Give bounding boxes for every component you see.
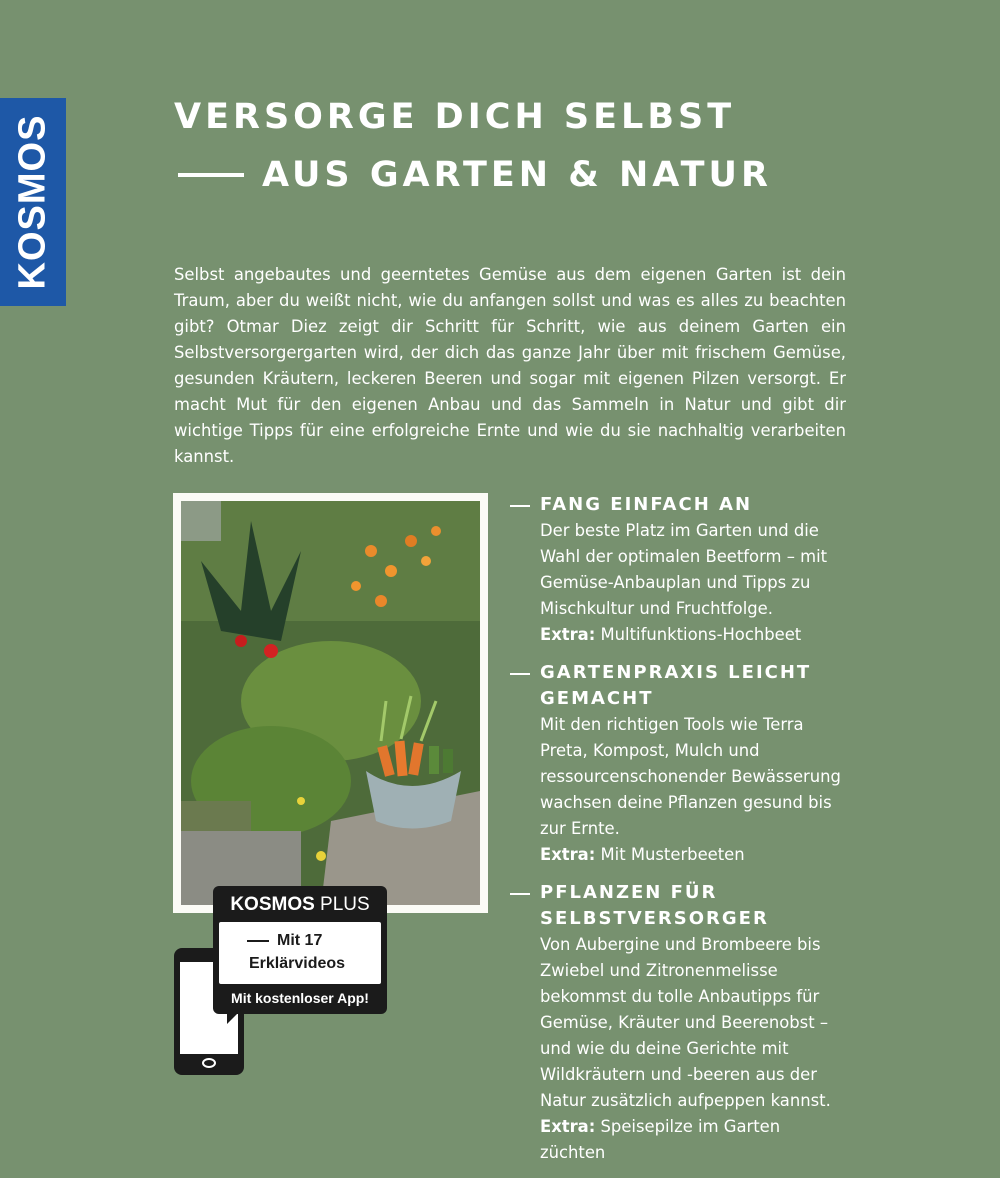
feature-body: Von Aubergine und Brombeere bis Zwiebel und Zitronenmelisse bekommst du tolle Anbautipps für Gemüse, Kräuter und Beerenobst – und wie du deine Gerichte mit Wildkräutern und -beeren aus der Natur zusätzlich aufpeppen kannst. xyxy=(540,935,831,1110)
feature-item-2 xyxy=(510,660,850,868)
feature-title: PFLANZEN FÜR SELBSTVERSORGER xyxy=(540,882,769,929)
feature-dash xyxy=(510,893,530,895)
badge-line2: Erklärvideos xyxy=(249,955,346,972)
feature-body: Mit den richtigen Tools wie Terra Preta, Kompost, Mulch und ressourcenschonender Bewässerung wachsen deine Pflanzen gesund bis zur Ernte. xyxy=(540,715,841,838)
badge-dash xyxy=(247,940,269,942)
headline-dash xyxy=(178,173,244,177)
feature-dash xyxy=(510,505,530,507)
phone-home-button xyxy=(202,1058,216,1068)
feature-title: FANG EINFACH AN xyxy=(540,494,753,515)
feature-item-3 xyxy=(510,880,850,1166)
headline xyxy=(174,88,772,204)
extra-text: Mit Musterbeeten xyxy=(600,845,745,864)
extra-label: Extra: xyxy=(540,625,596,644)
kosmos-plus-badge xyxy=(213,886,387,1014)
extra-text: Multifunktions-Hochbeet xyxy=(600,625,802,644)
headline-line1: VERSORGE DICH SELBST xyxy=(174,97,736,137)
badge-title xyxy=(213,894,387,916)
brand-tab xyxy=(0,98,66,306)
feature-body: Der beste Platz im Garten und die Wahl der optimalen Beetform – mit Gemüse-Anbauplan und Tipps zu Mischkultur und Fruchtfolge. xyxy=(540,521,828,618)
garden-photo-frame xyxy=(173,493,488,913)
feature-title: GARTENPRAXIS LEICHT GEMACHT xyxy=(540,662,812,709)
headline-line2-row xyxy=(174,146,772,204)
feature-extra xyxy=(540,1114,850,1166)
garden-photo xyxy=(181,501,480,905)
extra-label: Extra: xyxy=(540,1117,596,1136)
brand-logo: KOSMOS xyxy=(11,114,54,290)
headline-line2: AUS GARTEN & NATUR xyxy=(262,155,772,195)
badge-line1: Mit 17 xyxy=(277,932,323,949)
intro-text: Selbst angebautes und geerntetes Gemüse aus dem eigenen Garten ist dein Traum, aber du weißt nicht, wie du anfangen sollst und was es alles zu beachten gibt? Otmar Diez zeigt dir Schritt für Schritt, wie aus deinem Garten ein Selbstversorgergarten wird, der dich das ganze Jahr über mit frischem Gemüse, gesunden Kräutern, leckeren Beeren und sogar mit eigenen Pilzen versorgt. Er macht Mut für den eigenen Anbau und das Sammeln in Natur und gibt dir wichtige Tipps für eine erfolgreiche Ernte und wie du sie nachhaltig verarbeiten kannst. xyxy=(174,265,846,466)
extra-text: Speisepilze im Garten züchten xyxy=(540,1117,781,1162)
badge-plus: PLUS xyxy=(320,894,370,915)
badge-tail xyxy=(227,1010,241,1024)
feature-extra xyxy=(540,622,850,648)
feature-list xyxy=(510,492,850,1178)
badge-footer: Mit kostenloser App! xyxy=(231,990,369,1006)
extra-label: Extra: xyxy=(540,845,596,864)
badge-inner-box xyxy=(219,922,381,984)
badge-line1-row xyxy=(247,932,322,950)
feature-dash xyxy=(510,673,530,675)
feature-item-1 xyxy=(510,492,850,648)
badge-brand: KOSMOS xyxy=(230,894,315,915)
feature-extra xyxy=(540,842,850,868)
